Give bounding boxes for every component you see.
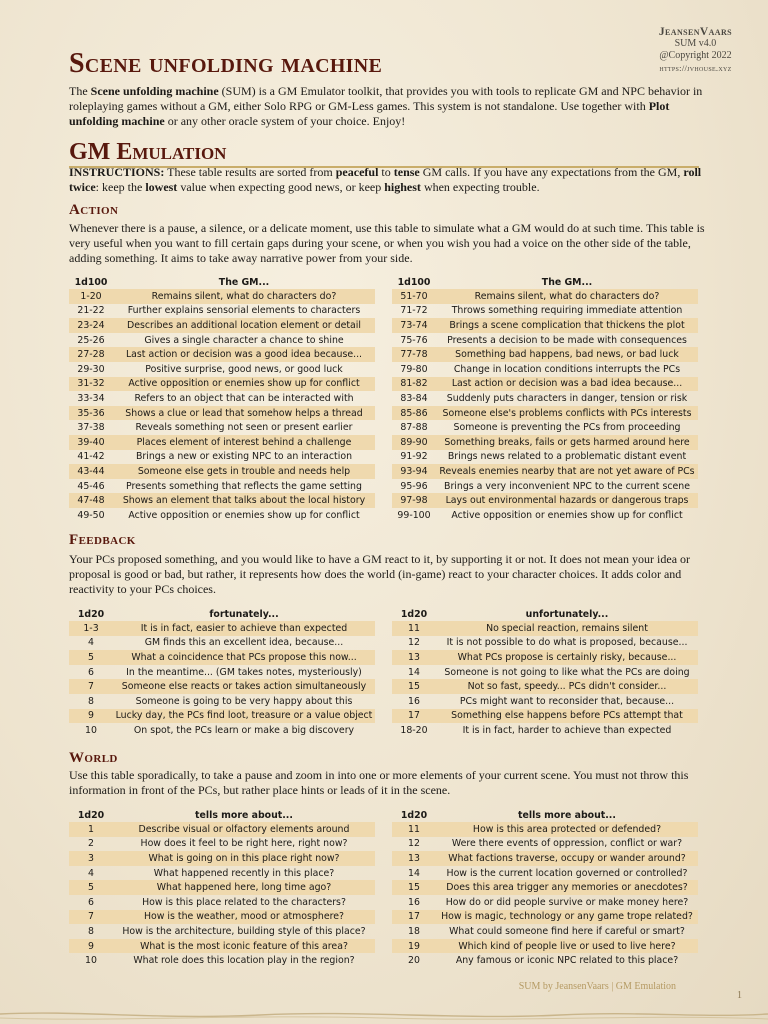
action-right-body <box>392 289 698 523</box>
roll-range-cell: 18-20 <box>400 724 428 736</box>
instr-text-2: to <box>378 165 394 179</box>
table-row <box>69 636 375 651</box>
credits-version: SUM v4.0 <box>674 38 717 49</box>
table-row <box>392 924 698 939</box>
roll-range-cell: 16 <box>408 896 420 908</box>
action-table-left <box>69 275 375 523</box>
feedback-table-right <box>392 607 698 738</box>
table-row <box>392 650 698 665</box>
result-cell: Reveals something not seen or present earlier <box>135 422 353 434</box>
result-cell: Lays out environmental hazards or dangerous traps <box>436 493 698 508</box>
table-row <box>392 304 698 319</box>
instructions-label: INSTRUCTIONS: <box>69 165 165 179</box>
result-cell: How is this place related to the characters? <box>142 896 346 908</box>
column-header-roll: 1d20 <box>400 608 428 620</box>
roll-range-cell: 91-92 <box>400 451 428 463</box>
result-cell: Refers to an object that can be interacted with <box>134 392 354 404</box>
table-row <box>69 895 375 910</box>
credits-copyright: @Copyright 2022 <box>659 50 732 61</box>
world-right-body <box>392 822 698 968</box>
roll-range-cell: 47-48 <box>69 493 113 508</box>
roll-range-cell: 20 <box>408 955 420 967</box>
roll-range-cell: 85-86 <box>392 406 436 421</box>
roll-range-cell: 1 <box>69 822 113 837</box>
result-cell: How is the architecture, building style of this place? <box>122 925 366 937</box>
roll-range-cell: 12 <box>408 637 420 649</box>
roll-range-cell: 9 <box>69 709 113 724</box>
table-row <box>392 435 698 450</box>
table-row <box>392 621 698 636</box>
result-cell: Positive surprise, good news, or good luck <box>145 363 343 375</box>
table-row <box>392 895 698 910</box>
column-header-result: tells more about... <box>195 809 293 821</box>
instr-text-5: value when expecting good news, or keep <box>177 180 385 194</box>
roll-range-cell: 51-70 <box>392 289 436 304</box>
feedback-right-body <box>392 621 698 738</box>
roll-range-cell: 23-24 <box>69 318 113 333</box>
table-row <box>69 851 375 866</box>
gm-emulation-heading: GM Emulation <box>69 139 227 165</box>
roll-range-cell: 8 <box>88 925 94 937</box>
table-header-row <box>69 808 375 822</box>
world-left-body <box>69 822 375 968</box>
column-header-result: tells more about... <box>518 809 616 821</box>
result-cell: What factions traverse, occupy or wander around? <box>436 851 698 866</box>
result-cell: Someone else reacts or takes action simultaneously <box>113 679 375 694</box>
roll-range-cell: 39-40 <box>69 435 113 450</box>
instructions-paragraph <box>69 165 705 195</box>
roll-range-cell: 9 <box>69 939 113 954</box>
roll-range-cell: 35-36 <box>69 406 113 421</box>
roll-range-cell: 79-80 <box>400 363 428 375</box>
table-header-row <box>392 607 698 621</box>
table-row <box>69 304 375 319</box>
result-cell: Further explains sensorial elements to characters <box>127 305 361 317</box>
roll-range-cell: 13 <box>392 650 436 665</box>
table-row <box>392 333 698 348</box>
credits-author: JeansenVaars <box>658 26 732 38</box>
roll-range-cell: 15 <box>392 679 436 694</box>
result-cell: Something breaks, fails or gets harmed around here <box>436 435 698 450</box>
roll-range-cell: 14 <box>408 867 420 879</box>
roll-range-cell: 99-100 <box>397 509 431 521</box>
table-row <box>69 333 375 348</box>
table-row <box>392 709 698 724</box>
table-row <box>392 508 698 523</box>
table-row <box>69 953 375 968</box>
column-header-roll: 1d20 <box>77 608 105 620</box>
roll-range-cell: 4 <box>88 867 94 879</box>
table-row <box>392 851 698 866</box>
roll-range-cell: 73-74 <box>392 318 436 333</box>
result-cell: Reveals enemies nearby that are not yet aware of PCs <box>436 464 698 479</box>
roll-range-cell: 17 <box>392 910 436 925</box>
column-header-roll: 1d100 <box>74 276 108 288</box>
result-cell: Last action or decision was a good idea because... <box>113 347 375 362</box>
roll-range-cell: 8 <box>88 695 94 707</box>
table-row <box>392 289 698 304</box>
instr-bold-peaceful: peaceful <box>335 165 379 179</box>
action-description: Whenever there is a pause, a silence, or a delicate moment, use this table to simulate what a GM would do at such time. This table is very useful when you want to fill certain gaps during your scene, or when you wish you had a voice on the other side of the table, adding something. It aims to take away narrative power from your side. <box>69 221 705 265</box>
table-row <box>69 723 375 738</box>
column-header-result: The GM... <box>541 276 593 288</box>
result-cell: What is the most iconic feature of this area? <box>113 939 375 954</box>
result-cell: Gives a single character a chance to shine <box>144 334 344 346</box>
table-row <box>69 347 375 362</box>
roll-range-cell: 13 <box>392 851 436 866</box>
table-row <box>69 420 375 435</box>
table-row <box>392 493 698 508</box>
result-cell: Change in location conditions interrupts the PCs <box>453 363 681 375</box>
credits-block <box>659 26 732 74</box>
result-cell: Someone is going to be very happy about this <box>135 695 353 707</box>
roll-range-cell: 14 <box>408 666 420 678</box>
roll-range-cell: 5 <box>69 880 113 895</box>
table-row <box>69 694 375 709</box>
table-row <box>392 391 698 406</box>
result-cell: Remains silent, what do characters do? <box>113 289 375 304</box>
roll-range-cell: 37-38 <box>77 422 105 434</box>
instr-bold-tense: tense <box>393 165 420 179</box>
result-cell: Someone is not going to like what the PCs are doing <box>444 666 690 678</box>
result-cell: No special reaction, remains silent <box>436 621 698 636</box>
roll-range-cell: 18 <box>408 925 420 937</box>
column-header-result: The GM... <box>218 276 270 288</box>
result-cell: Last action or decision was a bad idea because... <box>436 377 698 392</box>
table-row <box>69 362 375 377</box>
table-row <box>392 665 698 680</box>
table-row <box>69 508 375 523</box>
roll-range-cell: 75-76 <box>400 334 428 346</box>
table-row <box>392 822 698 837</box>
intro-text-1: The <box>69 84 91 98</box>
roll-range-cell: 6 <box>88 666 94 678</box>
roll-range-cell: 71-72 <box>400 305 428 317</box>
roll-range-cell: 81-82 <box>392 377 436 392</box>
table-row <box>392 464 698 479</box>
roll-range-cell: 87-88 <box>400 422 428 434</box>
result-cell: Suddenly puts characters in danger, tension or risk <box>446 392 688 404</box>
result-cell: How does it feel to be right here, right now? <box>140 838 348 850</box>
result-cell: Someone else's problems conflicts with PCs interests <box>436 406 698 421</box>
table-row <box>392 377 698 392</box>
result-cell: What is going on in this place right now? <box>113 851 375 866</box>
table-header-row <box>69 275 375 289</box>
roll-range-cell: 5 <box>69 650 113 665</box>
column-header-roll: 1d100 <box>397 276 431 288</box>
result-cell: Brings news related to a problematic distant event <box>447 451 687 463</box>
page-number: 1 <box>737 990 742 1001</box>
table-header-row <box>69 607 375 621</box>
result-cell: GM finds this an excellent idea, because... <box>144 637 344 649</box>
action-left-body <box>69 289 375 523</box>
table-row <box>69 318 375 333</box>
feedback-left-body <box>69 621 375 738</box>
table-row <box>392 723 698 738</box>
table-row <box>392 910 698 925</box>
decorative-frame-border <box>0 1000 768 1024</box>
result-cell: PCs might want to reconsider that, because... <box>459 695 675 707</box>
instr-text-4: : keep the <box>95 180 146 194</box>
table-row <box>69 479 375 494</box>
roll-range-cell: 3 <box>69 851 113 866</box>
instr-text-1: These table results are sorted from <box>164 165 336 179</box>
roll-range-cell: 1-20 <box>69 289 113 304</box>
roll-range-cell: 10 <box>85 724 97 736</box>
roll-range-cell: 19 <box>392 939 436 954</box>
roll-range-cell: 7 <box>69 679 113 694</box>
column-header-roll: 1d20 <box>77 809 105 821</box>
result-cell: Describe visual or olfactory elements around <box>113 822 375 837</box>
roll-range-cell: 27-28 <box>69 347 113 362</box>
result-cell: Were there events of oppression, conflict or war? <box>451 838 683 850</box>
table-row <box>392 837 698 852</box>
table-row <box>392 420 698 435</box>
table-row <box>69 880 375 895</box>
table-row <box>392 636 698 651</box>
table-row <box>69 665 375 680</box>
roll-range-cell: 21-22 <box>77 305 105 317</box>
table-row <box>69 493 375 508</box>
result-cell: Remains silent, what do characters do? <box>436 289 698 304</box>
result-cell: On spot, the PCs learn or make a big discovery <box>133 724 355 736</box>
result-cell: In the meantime... (GM takes notes, mysteriously) <box>126 666 362 678</box>
column-header-result: unfortunately... <box>525 608 609 620</box>
feedback-heading: Feedback <box>69 532 136 548</box>
table-row <box>69 837 375 852</box>
table-row <box>392 880 698 895</box>
world-table-right <box>392 808 698 968</box>
page-footer: SUM by JeansenVaars | GM Emulation <box>518 981 676 992</box>
intro-text-3: or any other oracle system of your choice. Enjoy! <box>164 114 406 128</box>
result-cell: Brings a scene complication that thickens the plot <box>436 318 698 333</box>
roll-range-cell: 95-96 <box>400 480 428 492</box>
instr-bold-lowest: lowest <box>145 180 178 194</box>
result-cell: Throws something requiring immediate attention <box>451 305 683 317</box>
instr-text-6: when expecting trouble. <box>420 180 540 194</box>
roll-range-cell: 6 <box>88 896 94 908</box>
instr-text-3: GM calls. If you have any expectations from the GM, <box>419 165 684 179</box>
table-row <box>69 621 375 636</box>
world-table-left <box>69 808 375 968</box>
result-cell: Brings a new or existing NPC to an interaction <box>135 451 353 463</box>
result-cell: Which kind of people live or used to live here? <box>436 939 698 954</box>
roll-range-cell: 10 <box>85 955 97 967</box>
instr-bold-highest: highest <box>384 180 421 194</box>
feedback-description: Your PCs proposed something, and you would like to have a GM react to it, by supporting it or not. It does not mean your idea or proposal is good or bad, but rather, it represents how does the world (in-game) react to your character choices. It adds color and reactivity to your PCs choices. <box>69 552 691 596</box>
roll-range-cell: 29-30 <box>77 363 105 375</box>
table-row <box>69 435 375 450</box>
result-cell: How is the weather, mood or atmosphere? <box>113 910 375 925</box>
result-cell: Something bad happens, bad news, or bad luck <box>436 347 698 362</box>
table-row <box>392 450 698 465</box>
table-row <box>392 679 698 694</box>
roll-range-cell: 49-50 <box>77 509 105 521</box>
roll-range-cell: 11 <box>392 822 436 837</box>
result-cell: What role does this location play in the region? <box>133 955 355 967</box>
result-cell: Does this area trigger any memories or anecdotes? <box>436 880 698 895</box>
result-cell: How is the current location governed or controlled? <box>446 867 688 879</box>
table-row <box>69 939 375 954</box>
roll-range-cell: 45-46 <box>77 480 105 492</box>
table-row <box>69 406 375 421</box>
intro-bold-1: Scene unfolding machine <box>90 84 219 98</box>
page-title: Scene unfolding machine <box>69 48 383 79</box>
result-cell: Brings a very inconvenient NPC to the current scene <box>444 480 690 492</box>
result-cell: Places element of interest behind a challenge <box>113 435 375 450</box>
roll-range-cell: 31-32 <box>69 377 113 392</box>
result-cell: It is not possible to do what is proposed, because... <box>446 637 688 649</box>
table-row <box>392 939 698 954</box>
table-row <box>69 289 375 304</box>
table-row <box>69 391 375 406</box>
result-cell: Any famous or iconic NPC related to this place? <box>455 955 679 967</box>
roll-range-cell: 17 <box>392 709 436 724</box>
roll-range-cell: 77-78 <box>392 347 436 362</box>
roll-range-cell: 11 <box>392 621 436 636</box>
result-cell: Shows an element that talks about the local history <box>113 493 375 508</box>
table-row <box>392 694 698 709</box>
table-row <box>69 377 375 392</box>
result-cell: How is magic, technology or any game trope related? <box>436 910 698 925</box>
feedback-table-left <box>69 607 375 738</box>
intro-paragraph <box>69 84 705 129</box>
roll-range-cell: 12 <box>408 838 420 850</box>
roll-range-cell: 25-26 <box>77 334 105 346</box>
credits-url[interactable]: https://jvhouse.xyz <box>659 63 732 73</box>
table-row <box>69 910 375 925</box>
roll-range-cell: 1-3 <box>69 621 113 636</box>
table-row <box>69 650 375 665</box>
table-row <box>69 450 375 465</box>
roll-range-cell: 2 <box>88 838 94 850</box>
result-cell: Someone else gets in trouble and needs help <box>113 464 375 479</box>
result-cell: Someone is preventing the PCs from proceeding <box>453 422 681 434</box>
result-cell: Presents something that reflects the game setting <box>126 480 362 492</box>
result-cell: It is in fact, easier to achieve than expected <box>113 621 375 636</box>
table-row <box>392 479 698 494</box>
result-cell: Active opposition or enemies show up for conflict <box>113 377 375 392</box>
roll-range-cell: 93-94 <box>392 464 436 479</box>
roll-range-cell: 4 <box>88 637 94 649</box>
table-row <box>69 866 375 881</box>
world-heading: World <box>69 750 118 766</box>
action-heading: Action <box>69 202 119 218</box>
intro-bold-2: Plot unfolding machine <box>69 99 670 128</box>
world-description: Use this table sporadically, to take a pause and zoom in into one or more elements of your current scene. You must not throw this information in front of the PCs, but rather place hints or leads of it in the scene. <box>69 768 689 797</box>
table-header-row <box>392 808 698 822</box>
result-cell: How is this area protected or defended? <box>436 822 698 837</box>
result-cell: Active opposition or enemies show up for conflict <box>451 509 683 521</box>
result-cell: Active opposition or enemies show up for conflict <box>128 509 360 521</box>
roll-range-cell: 7 <box>69 910 113 925</box>
result-cell: Lucky day, the PCs find loot, treasure or a value object <box>113 709 375 724</box>
roll-range-cell: 97-98 <box>392 493 436 508</box>
roll-range-cell: 83-84 <box>400 392 428 404</box>
roll-range-cell: 15 <box>392 880 436 895</box>
result-cell: What PCs propose is certainly risky, because... <box>436 650 698 665</box>
table-header-row <box>392 275 698 289</box>
table-row <box>392 406 698 421</box>
table-row <box>392 318 698 333</box>
table-row <box>69 822 375 837</box>
result-cell: Shows a clue or lead that somehow helps a thread <box>113 406 375 421</box>
table-row <box>392 347 698 362</box>
result-cell: Describes an additional location element or detail <box>113 318 375 333</box>
roll-range-cell: 41-42 <box>77 451 105 463</box>
table-row <box>392 866 698 881</box>
column-header-roll: 1d20 <box>400 809 428 821</box>
roll-range-cell: 89-90 <box>392 435 436 450</box>
result-cell: How do or did people survive or make money here? <box>445 896 689 908</box>
roll-range-cell: 33-34 <box>77 392 105 404</box>
result-cell: Presents a decision to be made with consequences <box>447 334 687 346</box>
result-cell: It is in fact, harder to achieve than expected <box>462 724 672 736</box>
table-row <box>69 679 375 694</box>
result-cell: What happened recently in this place? <box>153 867 335 879</box>
table-row <box>69 464 375 479</box>
result-cell: Not so fast, speedy... PCs didn't consider... <box>436 679 698 694</box>
table-row <box>392 362 698 377</box>
result-cell: What could someone find here if careful or smart? <box>449 925 685 937</box>
result-cell: Something else happens before PCs attempt that <box>436 709 698 724</box>
table-row <box>69 924 375 939</box>
result-cell: What happened here, long time ago? <box>113 880 375 895</box>
action-table-right <box>392 275 698 523</box>
roll-range-cell: 16 <box>408 695 420 707</box>
table-row <box>392 953 698 968</box>
roll-range-cell: 43-44 <box>69 464 113 479</box>
intro-text-2: (SUM) is a GM Emulator toolkit, that provides you with tools to replicate GM and NPC behavior in roleplaying games without a GM, either Solo RPG or GM-Less games. This system is not standalone. Use together with <box>69 84 703 113</box>
result-cell: What a coincidence that PCs propose this now... <box>113 650 375 665</box>
table-row <box>69 709 375 724</box>
instr-bold-roll-twice: roll twice <box>69 165 702 194</box>
column-header-result: fortunately... <box>209 608 279 620</box>
